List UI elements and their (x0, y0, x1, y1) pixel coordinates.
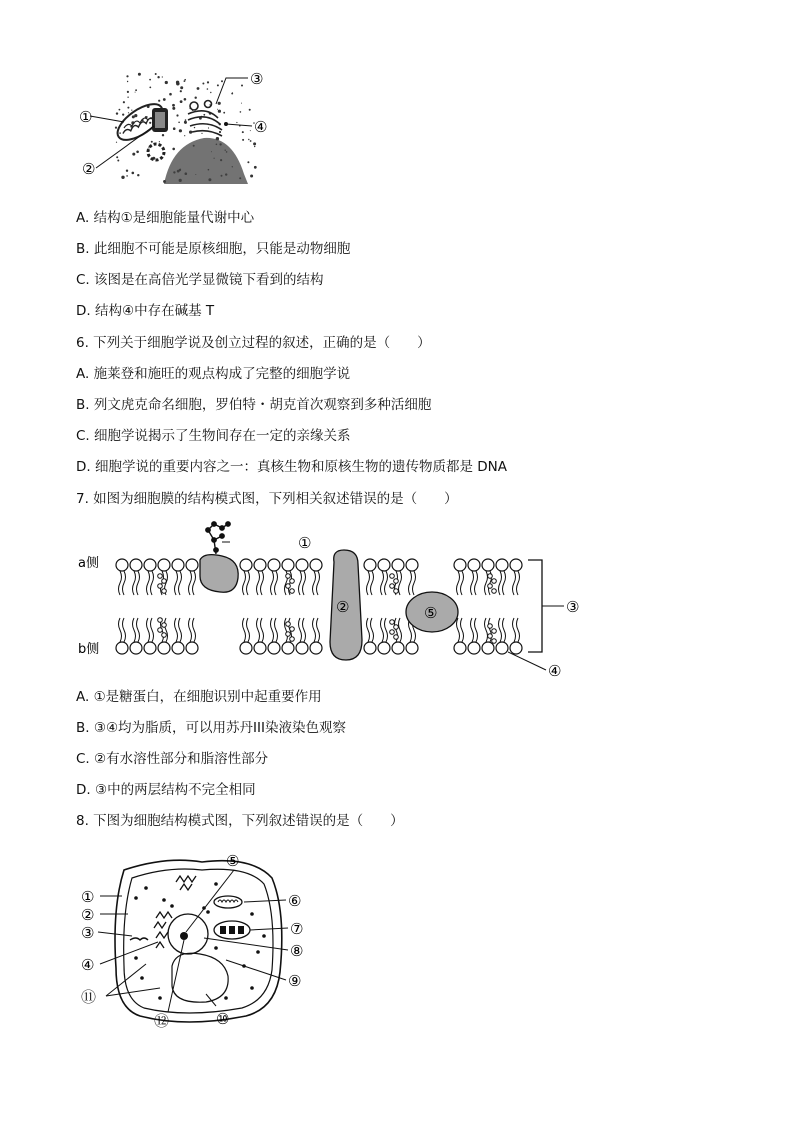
cholesterol (492, 589, 497, 594)
phospholipid-tail (499, 571, 506, 595)
cholesterol (158, 618, 163, 623)
phospholipid-tail (175, 571, 182, 595)
phospholipid-tail (243, 571, 250, 595)
phospholipid-head (172, 642, 184, 654)
phospholipid-tail (257, 618, 264, 642)
phospholipid-head (392, 559, 404, 571)
speckle (250, 175, 253, 178)
phospholipid-tail (257, 571, 264, 595)
phospholipid-tail (381, 571, 388, 595)
speckle (176, 81, 179, 84)
speckle (223, 112, 225, 114)
phospholipid-head (268, 642, 280, 654)
nucleus (168, 914, 208, 954)
phospholipid-tail (457, 618, 464, 642)
cholesterol (158, 628, 163, 633)
phospholipid-tail (299, 618, 306, 642)
speckle (159, 141, 160, 142)
speckle (185, 119, 187, 121)
speckle (180, 90, 182, 92)
q6-stem: 6. 下列关于细胞学说及创立过程的叙述，正确的是（ ） (76, 335, 431, 351)
speckle (253, 142, 256, 145)
speckle (172, 107, 175, 110)
cholesterol (286, 574, 291, 579)
q6-option-b: B. 列文虎克命名细胞，罗伯特・胡克首次观察到多种活细胞 (76, 397, 432, 413)
speckle (180, 100, 183, 103)
q7-option-b: B. ③④均为脂质，可以用苏丹III染液染色观察 (76, 720, 346, 736)
phospholipid-head (406, 642, 418, 654)
phospholipid-head (130, 642, 142, 654)
speckle (172, 148, 175, 151)
phospholipid-head (310, 559, 322, 571)
speckle (217, 109, 218, 110)
speckle (119, 132, 121, 134)
phospholipid-head (144, 559, 156, 571)
speckle (127, 97, 128, 98)
figure-cell-membrane (76, 520, 596, 682)
golgi-apparatus (176, 876, 196, 890)
membrane-label-5: ⑤ (424, 604, 438, 622)
phospholipid-bilayer (116, 559, 522, 654)
phospholipid-tail (189, 571, 196, 595)
speckle (254, 166, 257, 169)
speckle (172, 104, 175, 107)
speckle (203, 114, 205, 116)
cell-label-3: ③ (81, 924, 95, 942)
ribosome-dot (250, 912, 254, 916)
q8-stem: 8. 下图为细胞结构模式图，下列叙述错误的是（ ） (76, 813, 404, 829)
phospholipid-tail (133, 571, 140, 595)
speckle (132, 153, 135, 156)
phospholipid-head (482, 642, 494, 654)
membrane-side-a: a侧 (78, 556, 99, 571)
ribosome-dot (134, 956, 138, 960)
phospholipid-tail (409, 571, 416, 595)
ribosome-dot (214, 946, 218, 950)
speckle (149, 87, 151, 89)
speckle (127, 81, 128, 82)
phospholipid-head (144, 642, 156, 654)
cholesterol (158, 584, 163, 589)
speckle (184, 98, 187, 101)
speckle (155, 73, 157, 75)
vacuole (172, 953, 228, 1002)
phospholipid-head (496, 559, 508, 571)
speckle (148, 147, 149, 148)
cholesterol (286, 622, 291, 627)
speckle (254, 146, 255, 147)
speckle (158, 100, 160, 102)
fig1-label-2: ② (82, 160, 96, 178)
q5-option-d: D. 结构④中存在碱基 T (76, 303, 215, 319)
q7-option-a: A. ①是糖蛋白，在细胞识别中起重要作用 (76, 689, 322, 705)
membrane-label-3: ③ (566, 598, 580, 616)
phospholipid-tail (175, 618, 182, 642)
ribosome-dot (134, 896, 138, 900)
cholesterol (492, 639, 497, 644)
phospholipid-tail (381, 618, 388, 642)
speckle (201, 133, 202, 134)
speckle (217, 84, 219, 86)
cholesterol (390, 584, 395, 589)
cell-label-8: ⑧ (290, 942, 304, 960)
ribosome-dot (224, 996, 228, 1000)
speckle (176, 114, 178, 116)
speckle (241, 85, 243, 87)
cholesterol (162, 623, 167, 628)
speckle (117, 160, 119, 162)
phospholipid-tail (471, 571, 478, 595)
cholesterol (488, 634, 493, 639)
phospholipid-head (378, 642, 390, 654)
speckle (147, 116, 148, 117)
speckle (116, 142, 117, 143)
cholesterol (488, 574, 493, 579)
figure-cell-organelles (76, 64, 276, 190)
speckle (247, 161, 249, 163)
membrane-label-2: ② (336, 598, 350, 616)
phospholipid-head (116, 559, 128, 571)
speckle (241, 103, 242, 104)
phospholipid-head (296, 559, 308, 571)
centriole-shape (148, 108, 168, 160)
phospholipid-tail (119, 571, 126, 595)
phospholipid-head (172, 559, 184, 571)
phospholipid-tail (243, 618, 250, 642)
q6-option-c: C. 细胞学说揭示了生物间存在一定的亲缘关系 (76, 428, 351, 444)
cell-label-10: ⑩ (216, 1010, 230, 1028)
ribosome-dot (140, 976, 144, 980)
ribosome-dot (158, 996, 162, 1000)
cholesterol (286, 584, 291, 589)
cholesterol (290, 627, 295, 632)
membrane-label-4: ④ (548, 662, 562, 680)
cholesterol (488, 584, 493, 589)
speckle (138, 73, 141, 76)
speckle (157, 76, 159, 78)
cholesterol (492, 579, 497, 584)
phospholipid-head (510, 559, 522, 571)
speckle (134, 114, 137, 117)
speckle (242, 139, 244, 141)
cholesterol (390, 574, 395, 579)
cholesterol (390, 620, 395, 625)
phospholipid-tail (513, 571, 520, 595)
phospholipid-head (116, 642, 128, 654)
phospholipid-tail (147, 618, 154, 642)
speckle (178, 122, 180, 124)
ribosome-dot (206, 910, 210, 914)
phospholipid-head (186, 559, 198, 571)
phospholipid-tail (313, 571, 320, 595)
cholesterol (162, 589, 167, 594)
q5-option-c: C. 该图是在高倍光学显微镜下看到的结构 (76, 272, 324, 288)
cell-label-12: ⑫ (154, 1012, 170, 1030)
ribosome-dot (256, 950, 260, 954)
q7-option-d: D. ③中的两层结构不完全相同 (76, 782, 256, 798)
phospholipid-head (406, 559, 418, 571)
phospholipid-tail (147, 571, 154, 595)
phospholipid-tail (367, 571, 374, 595)
small-organelle (130, 938, 148, 940)
speckle (128, 112, 129, 113)
speckle (240, 111, 242, 113)
cell-label-9: ⑨ (288, 972, 302, 990)
speckle (115, 127, 117, 129)
phospholipid-head (268, 559, 280, 571)
phospholipid-head (364, 642, 376, 654)
cell-label-5: ⑤ (226, 852, 240, 870)
phospholipid-head (454, 642, 466, 654)
speckle (169, 93, 172, 96)
cholesterol (394, 625, 399, 630)
speckle (194, 127, 195, 128)
speckle (135, 89, 137, 91)
q6-option-d: D. 细胞学说的重要内容之一：真核生物和原核生物的遗传物质都是 DNA (76, 459, 507, 475)
speckle (121, 176, 124, 179)
phospholipid-head (510, 642, 522, 654)
phospholipid-tail (189, 618, 196, 642)
fig1-label-3: ③ (250, 70, 264, 88)
speckle (126, 170, 128, 172)
speckle (127, 107, 129, 109)
ribosome-dot (214, 882, 218, 886)
speckle (116, 156, 118, 158)
phospholipid-tail (119, 618, 126, 642)
phospholipid-head (482, 559, 494, 571)
speckle (132, 172, 135, 175)
speckle (236, 122, 237, 123)
ribosome-dot (144, 886, 148, 890)
speckle (248, 139, 249, 140)
speckle (162, 134, 164, 136)
cell-wall (115, 860, 282, 1022)
speckle (173, 127, 176, 130)
cholesterol (290, 637, 295, 642)
phospholipid-head (130, 559, 142, 571)
speckle (136, 151, 139, 154)
phospholipid-tail (367, 618, 374, 642)
q5-option-a: A. 结构①是细胞能量代谢中心 (76, 210, 255, 226)
ribosome-dot (262, 934, 266, 938)
cholesterol (162, 579, 167, 584)
phospholipid-head (240, 559, 252, 571)
phospholipid-head (310, 642, 322, 654)
speckle (242, 131, 244, 133)
membrane-protein-top (200, 555, 238, 593)
phospholipid-tail (513, 618, 520, 642)
phospholipid-tail (299, 571, 306, 595)
speckle (184, 135, 185, 136)
cell-label-1: ① (81, 888, 95, 906)
speckle (137, 174, 139, 176)
speckle (127, 91, 129, 93)
cell-membrane (124, 869, 273, 1013)
ribosome-dot (170, 904, 174, 908)
speckle (184, 122, 186, 124)
phospholipid-head (282, 559, 294, 571)
sugar-chain (206, 522, 230, 554)
speckle (184, 80, 186, 82)
speckle (131, 110, 132, 111)
phospholipid-head (158, 642, 170, 654)
q7-stem: 7. 如图为细胞膜的结构模式图，下列相关叙述错误的是（ ） (76, 491, 458, 507)
speckle (207, 88, 209, 90)
speckle (231, 93, 233, 95)
speckle (151, 141, 153, 143)
phospholipid-tail (271, 571, 278, 595)
speckle (126, 175, 128, 177)
speckle (202, 83, 204, 85)
speckle (210, 92, 211, 93)
cholesterol (492, 629, 497, 634)
phospholipid-tail (499, 618, 506, 642)
cholesterol (290, 579, 295, 584)
phospholipid-head (240, 642, 252, 654)
cholesterol (394, 579, 399, 584)
phospholipid-head (378, 559, 390, 571)
phospholipid-head (186, 642, 198, 654)
ribosome-dots (134, 882, 266, 1000)
cholesterol (162, 633, 167, 638)
phospholipid-tail (271, 618, 278, 642)
cholesterol (394, 589, 399, 594)
phospholipid-head (282, 642, 294, 654)
cholesterol (390, 630, 395, 635)
speckle (250, 130, 251, 131)
cholesterol (286, 632, 291, 637)
q5-option-b: B. 此细胞不可能是原核细胞，只能是动物细胞 (76, 241, 351, 257)
cell-label-11: ⑪ (81, 988, 97, 1006)
speckle (149, 122, 151, 124)
speckle (119, 109, 121, 111)
speckle (126, 75, 128, 77)
ribosome-dot (250, 986, 254, 990)
speckle (249, 109, 251, 111)
speckle (207, 81, 209, 83)
membrane-side-b: b侧 (78, 642, 100, 657)
speckle (123, 101, 125, 103)
speckle (189, 131, 192, 134)
phospholipid-tail (133, 618, 140, 642)
speckle (218, 110, 221, 113)
nucleolus (180, 932, 188, 940)
nucleus-shape (164, 138, 248, 184)
fig1-label-1: ① (79, 108, 93, 126)
speckle (197, 87, 200, 90)
speckle (116, 112, 118, 114)
speckle (149, 79, 151, 81)
cell-label-6: ⑥ (288, 892, 302, 910)
speckle (221, 80, 223, 82)
speckle (180, 86, 183, 89)
ribosome-dot (162, 898, 166, 902)
golgi-shape (188, 101, 222, 137)
phospholipid-head (254, 642, 266, 654)
speckle (122, 114, 124, 116)
speckle (179, 129, 182, 132)
speckle (162, 76, 163, 77)
cholesterol (488, 624, 493, 629)
phospholipid-head (392, 642, 404, 654)
phospholipid-head (158, 559, 170, 571)
cholesterol (158, 574, 163, 579)
phospholipid-head (496, 642, 508, 654)
speckle (163, 98, 166, 101)
cholesterol (394, 635, 399, 640)
phospholipid-head (364, 559, 376, 571)
cell-label-7: ⑦ (290, 920, 304, 938)
speckle (219, 131, 221, 133)
speckle (135, 92, 136, 93)
q7-option-c: C. ②有水溶性部分和脂溶性部分 (76, 751, 269, 767)
phospholipid-head (254, 559, 266, 571)
chloroplast (214, 921, 250, 939)
phospholipid-tail (313, 618, 320, 642)
speckle (218, 102, 221, 105)
cell-label-2: ② (81, 906, 95, 924)
speckle (208, 127, 209, 128)
membrane-label-1: ① (298, 534, 312, 552)
cell-label-4: ④ (81, 956, 95, 974)
phospholipid-head (454, 559, 466, 571)
cholesterol (290, 589, 295, 594)
speckle (250, 140, 252, 142)
figure-plant-cell (76, 848, 316, 1034)
phospholipid-head (296, 642, 308, 654)
phospholipid-head (468, 642, 480, 654)
phospholipid-head (468, 559, 480, 571)
phospholipid-tail (471, 618, 478, 642)
fig1-label-4: ④ (254, 118, 268, 136)
q6-option-a: A. 施莱登和施旺的观点构成了完整的细胞学说 (76, 366, 351, 382)
speckle (165, 81, 168, 84)
phospholipid-tail (457, 571, 464, 595)
speckle (195, 97, 197, 99)
mitochondrion (214, 896, 242, 908)
